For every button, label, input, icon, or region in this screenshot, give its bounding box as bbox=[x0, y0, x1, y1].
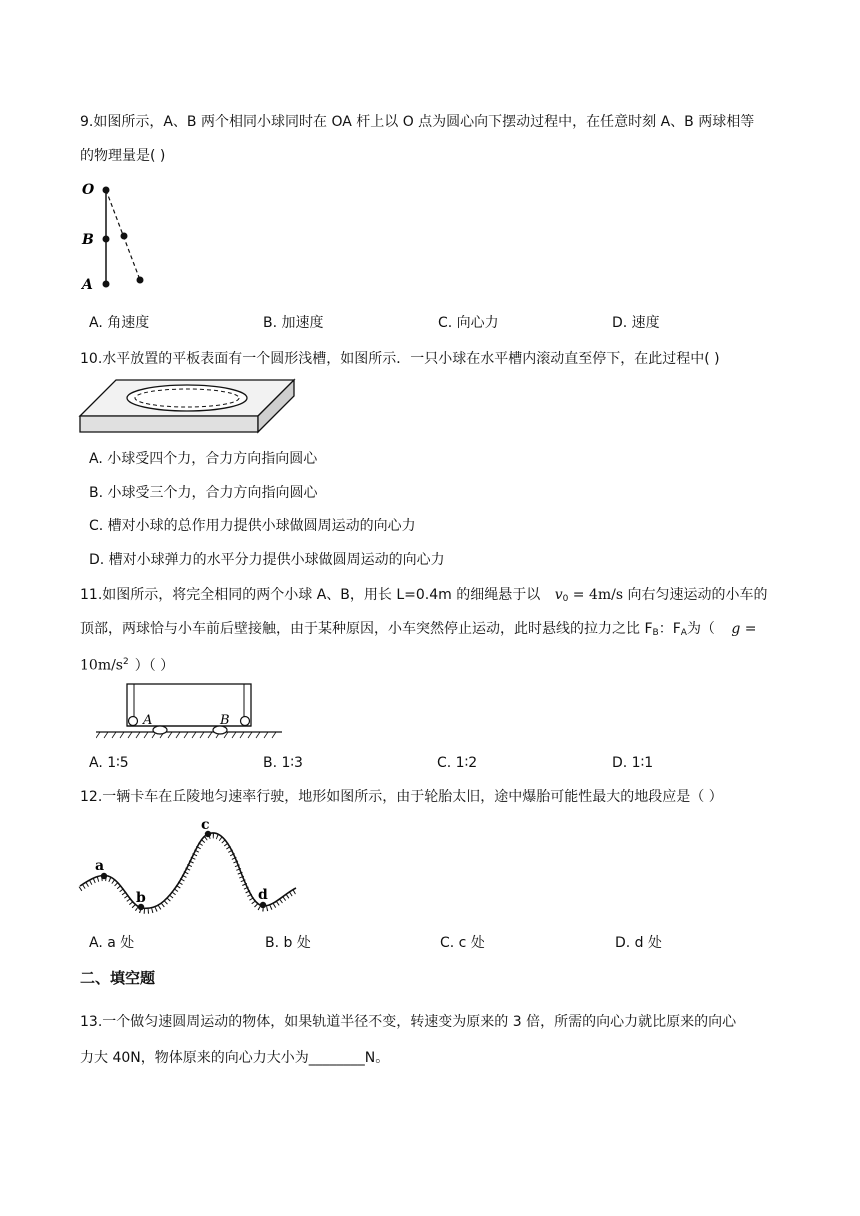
q10-option-d[interactable]: D. 槽对小球弹力的水平分力提供小球做圆周运动的向心力 bbox=[89, 552, 445, 568]
q11-g-equals: = bbox=[740, 621, 757, 637]
q11-ratio-sign: ：F bbox=[658, 621, 681, 637]
q9-option-a[interactable]: A. 角速度 bbox=[89, 315, 150, 331]
q11-g-value: 10m/s bbox=[80, 657, 123, 674]
q12-label-b: b bbox=[136, 890, 146, 906]
q12-label-d: d bbox=[258, 887, 268, 903]
q11-line1-start: 11.如图所示，将完全相同的两个小球 A、B，用长 L=0.4m 的细绳悬于以 bbox=[80, 587, 541, 603]
q11-text-line1 bbox=[80, 585, 768, 609]
q11-line2-bracket: 为（ bbox=[686, 621, 715, 637]
q9-option-c[interactable]: C. 向心力 bbox=[438, 315, 499, 331]
q11-option-d[interactable]: D. 1∶1 bbox=[612, 755, 654, 771]
q9-text-line1: 9.如图所示，A、B 两个相同小球同时在 OA 杆上以 O 点为圆心向下摆动过程中，在任意时刻 A、B 两球相等 bbox=[80, 114, 755, 130]
q11-g-symbol: g bbox=[731, 621, 741, 637]
q13-text-line2 bbox=[80, 1048, 389, 1068]
q10-option-c[interactable]: C. 槽对小球的总作用力提供小球做圆周运动的向心力 bbox=[89, 518, 416, 534]
q11-line1-end: 向右匀速运动的小车的 bbox=[627, 587, 768, 603]
q11-text-line2 bbox=[80, 619, 757, 643]
q11-v0-subscript: 0 bbox=[562, 594, 569, 604]
q11-text-line3 bbox=[80, 652, 174, 676]
q11-option-b[interactable]: B. 1∶3 bbox=[263, 755, 303, 771]
q11-v0-formula bbox=[555, 587, 623, 603]
q11-v0-symbol: v bbox=[554, 587, 563, 603]
q9-pendulum-figure bbox=[78, 178, 158, 296]
q12-option-d[interactable]: D. d 处 bbox=[615, 935, 663, 951]
q9-text-line2: 的物理量是( ) bbox=[80, 148, 166, 164]
q13-line2-start: 力大 40N，物体原来的向心力大小为 bbox=[80, 1050, 309, 1066]
q9-label-o: O bbox=[82, 182, 95, 198]
q10-option-b[interactable]: B. 小球受三个力，合力方向指向圆心 bbox=[89, 485, 318, 501]
q13-answer-blank[interactable]: ________ bbox=[308, 1050, 365, 1066]
q11-option-c[interactable]: C. 1∶2 bbox=[437, 755, 478, 771]
q12-option-c[interactable]: C. c 处 bbox=[440, 935, 485, 951]
q11-line2-start: 顶部，两球恰与小车前后壁接触，由于某种原因，小车突然停止运动，此时悬线的拉力之比 F bbox=[80, 621, 653, 637]
q12-text-line1: 12.一辆卡车在丘陵地匀速率行驶，地形如图所示，由于轮胎太旧，途中爆胎可能性最大的地段应是（ ） bbox=[80, 789, 723, 805]
q12-label-c: c bbox=[201, 818, 210, 833]
q11-label-a: A bbox=[143, 713, 153, 728]
q10-option-a[interactable]: A. 小球受四个力，合力方向指向圆心 bbox=[89, 451, 318, 467]
q11-fa-subscript: A bbox=[680, 628, 687, 638]
q11-label-b: B bbox=[220, 713, 230, 728]
q10-text-line1: 10.水平放置的平板表面有一个圆形浅槽，如图所示．一只小球在水平槽内滚动直至停下，在此过程中( ) bbox=[80, 351, 720, 367]
q9-label-a: A bbox=[82, 277, 93, 293]
q12-terrain-figure bbox=[78, 818, 300, 918]
q11-line3-tail: ）（ ） bbox=[134, 657, 175, 674]
q11-fb-subscript: B bbox=[652, 628, 659, 638]
q11-option-a[interactable]: A. 1∶5 bbox=[89, 755, 129, 771]
q12-option-b[interactable]: B. b 处 bbox=[265, 935, 311, 951]
q11-cart-figure bbox=[96, 680, 282, 742]
q12-option-a[interactable]: A. a 处 bbox=[89, 935, 135, 951]
q10-plate-figure bbox=[78, 378, 296, 436]
q9-label-b: B bbox=[82, 232, 94, 248]
q11-g-exponent: 2 bbox=[123, 657, 129, 667]
q12-label-a: a bbox=[95, 858, 105, 874]
q9-option-d[interactable]: D. 速度 bbox=[612, 315, 660, 331]
q13-line2-end: N。 bbox=[364, 1050, 390, 1066]
q13-text-line1: 13.一个做匀速圆周运动的物体，如果轨道半径不变，转速变为原来的 3 倍，所需的向心力就比原来的向心 bbox=[80, 1014, 737, 1030]
q9-option-b[interactable]: B. 加速度 bbox=[263, 315, 324, 331]
section-title-fill-in: 二、填空题 bbox=[80, 969, 156, 987]
q11-v0-value: = 4m/s bbox=[568, 587, 624, 603]
